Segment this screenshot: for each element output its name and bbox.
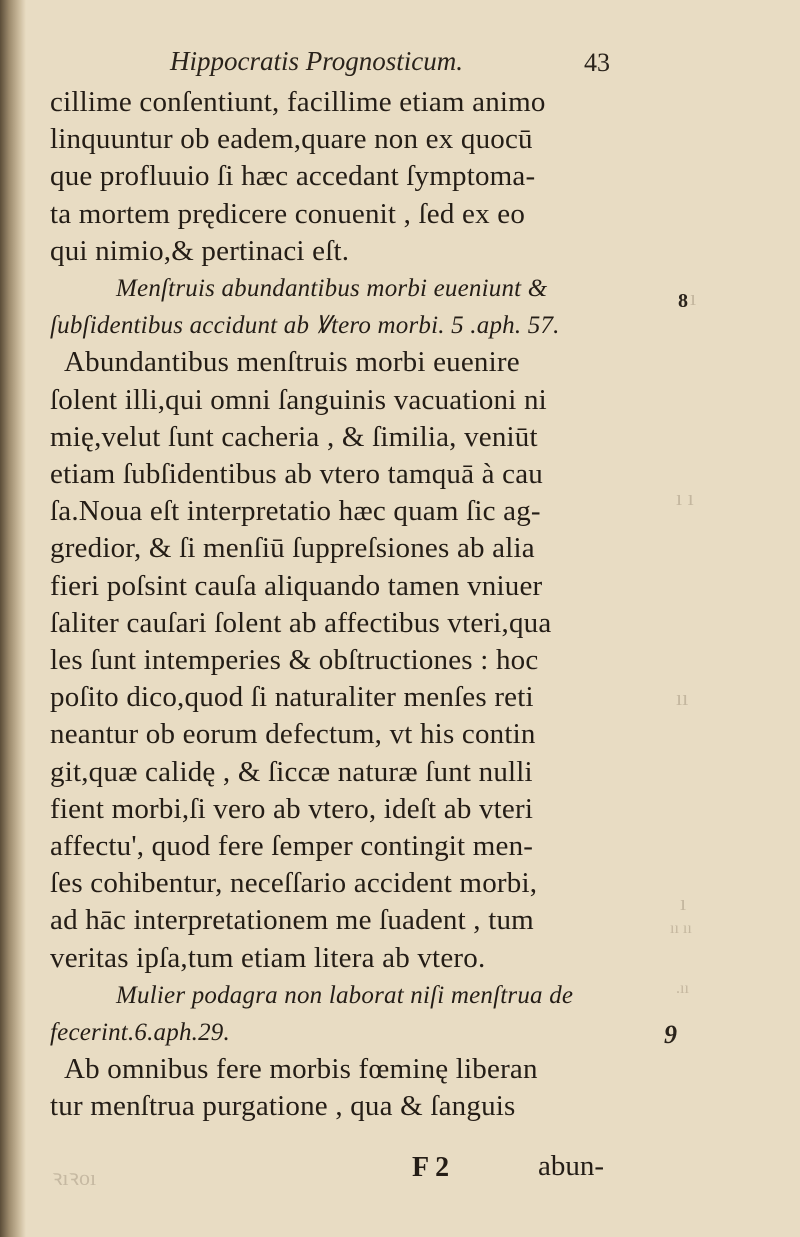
text-line: git,quæ calidę , & ſiccæ naturæ ſunt nulli: [50, 755, 533, 788]
text-line: ſaliter cauſari ſolent ab affectibus vteri,qua: [50, 606, 552, 639]
text-line: cillime conſentiunt, facillime etiam animo: [50, 86, 546, 118]
text-line: ſes cohibentur, neceſſario accident morbi,: [50, 867, 538, 900]
aphorism-heading-line: fecerint.6.aph.29.: [50, 1019, 230, 1047]
show-through-marks: ı ı: [676, 485, 694, 510]
margin-note-9: 9: [664, 1020, 677, 1049]
text-line: ad hāc interpretationem me ſuadent , tum: [50, 904, 534, 937]
show-through-marks: ıı ıı: [670, 920, 692, 937]
aphorism-heading-line: Mulier podagra non laborat niſi menſtrua de: [116, 981, 574, 1009]
page-number: 43: [584, 48, 610, 77]
text-line: affectu', quod fere ſemper contingit men-: [50, 830, 534, 863]
signature-mark: F 2: [412, 1152, 450, 1183]
text-line: gredior, & ſi menſiū ſuppreſsiones ab alia: [50, 532, 535, 565]
running-head: Hippocratis Prognosticum.: [170, 46, 463, 76]
text-line: Abundantibus menſtruis morbi euenire: [64, 346, 520, 379]
margin-note-8: 8: [678, 290, 688, 312]
text-line: les ſunt intemperies & obſtructiones : hoc: [50, 644, 539, 677]
text-line: fieri poſsint cauſa aliquando tamen vniuer: [50, 569, 543, 602]
aphorism-heading-line: Menſtruis abundantibus morbi eueniunt &: [116, 275, 548, 303]
text-line: linquuntur ob eadem,quare non ex quocū: [50, 123, 533, 156]
text-line: veritas ipſa,tum etiam litera ab vtero.: [50, 941, 486, 974]
text-line: Ab omnibus fere morbis fœminę liberan: [64, 1053, 538, 1086]
show-through-marks: ı: [680, 890, 687, 915]
text-line: mię,velut ſunt cacheria , & ſimilia, veniūt: [50, 420, 538, 453]
text-line: tur menſtrua purgatione , qua & ſanguis: [50, 1090, 516, 1123]
text-line: etiam ſubſidentibus ab vtero tamquā à cau: [50, 458, 543, 491]
text-line: que profluuio ſi hæc accedant ſymptoma-: [50, 160, 536, 193]
show-through-marks: ıı: [676, 685, 689, 710]
show-through-marks: ı: [690, 285, 697, 310]
aphorism-heading-line: ſubſidentibus accidunt ab Ꝟtero morbi. 5 .aph. 57.: [50, 312, 560, 340]
body-text: [50, 84, 640, 1126]
faint-show-through-text: ꝛıꝛoı: [52, 1165, 97, 1190]
text-line: ſa.Noua eſt interpretatio hæc quam ſic ag-: [50, 495, 541, 528]
text-line: neantur ob eorum defectum, vt his contin: [50, 718, 536, 751]
text-line: qui nimio,& pertinaci eſt.: [50, 234, 350, 267]
catchword: abun-: [538, 1150, 605, 1182]
text-line: fient morbi,ſi vero ab vtero, ideſt ab vteri: [50, 792, 534, 825]
text-line: ta mortem prędicere conuenit , ſed ex eo: [50, 197, 526, 230]
binding-gutter: [0, 0, 26, 1237]
text-line: ſolent illi,qui omni ſanguinis vacuationi ni: [50, 383, 547, 416]
text-line: poſito dico,quod ſi naturaliter menſes reti: [50, 681, 534, 714]
show-through-marks: .ıı: [676, 980, 689, 997]
